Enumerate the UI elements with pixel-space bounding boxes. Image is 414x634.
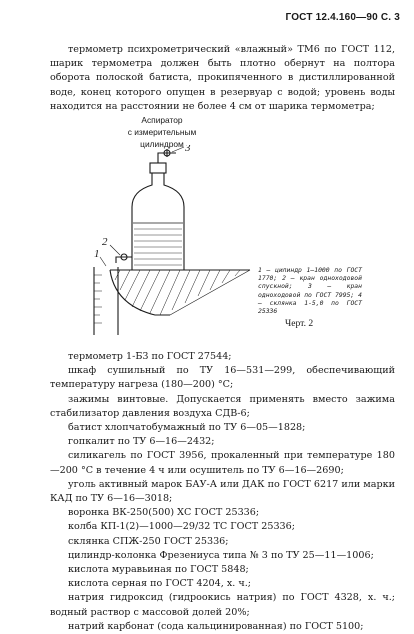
stand-curve bbox=[110, 270, 170, 315]
figure-legend-text: 1 — цилиндр 1—1000 по ГОСТ 1770; 2 — кран одноходовой спускной; 3 — кран одноходовой по ГОСТ 7995; 4 — склянка 1-5,0 по ГОСТ 25336 bbox=[258, 266, 362, 316]
figure-caption: Черт. 2 bbox=[285, 318, 314, 329]
intro-text: термометр психрометрический «влажный» ТМ6 по ГОСТ 112, шарик термометра должен быть плотно обернут на полтора оборота полоской батиста, прокипяченного в дистиллированной воде, конец которого опущен в резервуар с водой; уровень воды находится на расстоянии не более 4 см от шарика термометра; bbox=[50, 44, 395, 112]
figure-title-line-3: цилиндром bbox=[140, 139, 184, 149]
figure-title-line-2: с измерительным bbox=[127, 127, 197, 137]
list-item: гопкалит по ТУ 6—16—2432; bbox=[68, 436, 215, 448]
intro-paragraph bbox=[50, 43, 395, 114]
page-header: ГОСТ 12.4.160—90 С. 3 bbox=[285, 12, 400, 23]
leader-1 bbox=[100, 257, 106, 266]
list-item: кислота муравьиная по ГОСТ 5848; bbox=[68, 564, 249, 576]
figure-label-1: 1 bbox=[94, 248, 100, 260]
list-item: кислота серная по ГОСТ 4204, х. ч.; bbox=[68, 578, 251, 590]
list-item: батист хлопчатобумажный по ТУ 6—05—1828; bbox=[68, 422, 306, 434]
cylinder-scale bbox=[94, 275, 102, 323]
list-item: натрия гидроксид (гидроокись натрия) по ГОСТ 4328, х. ч.; водный раствор с массовой долей 20%; bbox=[50, 592, 395, 618]
water-shading bbox=[134, 229, 182, 265]
list-item: склянка СПЖ-250 ГОСТ 25336; bbox=[68, 535, 229, 547]
stopper bbox=[150, 163, 166, 173]
leader-3 bbox=[172, 147, 184, 152]
list-item: цилиндр-колонка Фрезениуса типа № 3 по ТУ 25—11—1006; bbox=[68, 549, 374, 561]
leader-2 bbox=[110, 245, 120, 255]
bottle-outline bbox=[132, 173, 184, 270]
list-item: термометр 1-Б3 по ГОСТ 27544; bbox=[68, 351, 232, 362]
figure-label-3: 3 bbox=[185, 145, 191, 154]
list-item: воронка ВК-250(500) ХС ГОСТ 25336; bbox=[68, 507, 260, 519]
stand-hatch-edge bbox=[170, 270, 250, 315]
list-item: уголь активный марок БАУ-А или ДАК по ГОСТ 6217 или марки КАД по ТУ 6—16—3018; bbox=[50, 478, 395, 505]
aspirator-drawing bbox=[94, 147, 250, 335]
list-item: натрий карбонат (сода кальцинированная) по ГОСТ 5100; bbox=[68, 620, 364, 632]
aspirator-figure bbox=[80, 145, 260, 335]
list-item: колба КП-1(2)—1000—29/32 ТС ГОСТ 25336; bbox=[68, 521, 295, 533]
figure-legend bbox=[258, 266, 362, 315]
list-item: силикагель по ГОСТ 3956, прокаленный при температуре 180—200 °С в течение 4 ч или осушитель по ТУ 6—16—2690; bbox=[50, 450, 395, 476]
materials-list bbox=[50, 350, 395, 634]
list-item: зажимы винтовые. Допускается применять вместо зажима стабилизатор давления воздуха СДВ-6; bbox=[50, 393, 395, 419]
figure-title-line-1: Аспиратор bbox=[141, 115, 183, 125]
stand-hatch bbox=[115, 270, 240, 315]
figure-label-2: 2 bbox=[102, 236, 108, 248]
list-item: шкаф сушильный по ТУ 16—531—299, обеспечивающий температуру нагреза (180—200) °С; bbox=[50, 365, 395, 391]
